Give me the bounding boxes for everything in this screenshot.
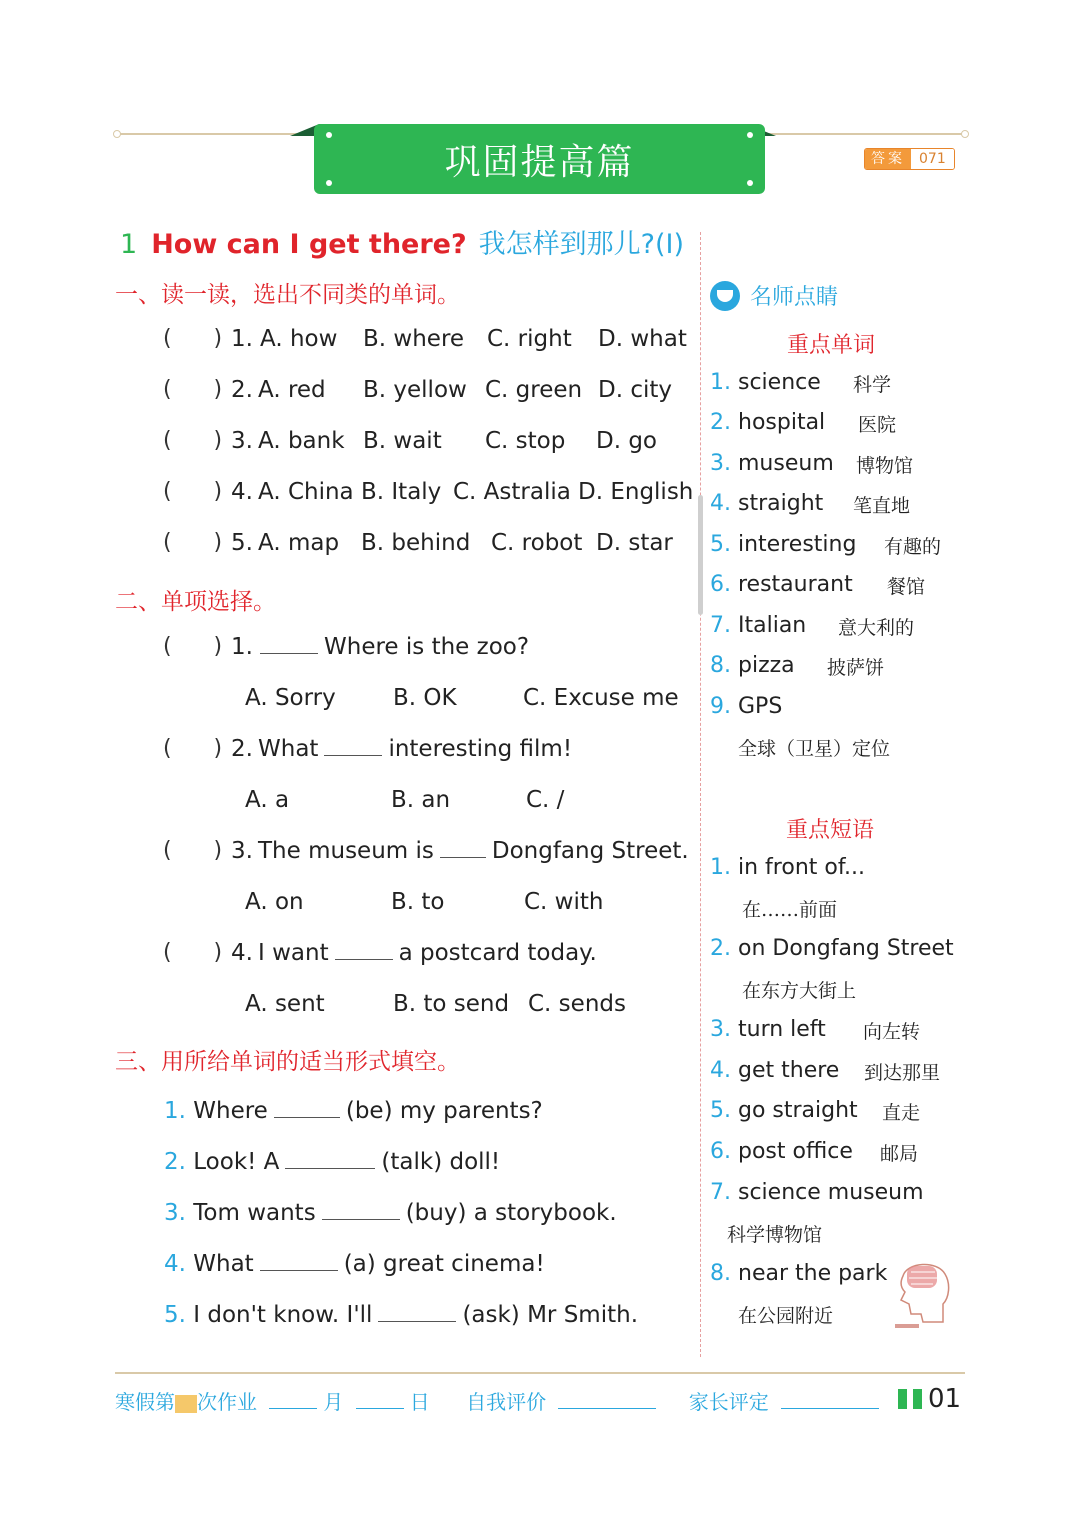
- option-c: C. stop: [485, 428, 566, 454]
- option-b: B. yellow: [363, 377, 467, 403]
- section1-heading: 一、读一读，选出不同类的单词。: [115, 282, 460, 308]
- top-rule-right-dot: [961, 130, 969, 138]
- key-phrases-heading: 重点短语: [786, 818, 875, 843]
- list-item: 8. near the park: [710, 1261, 888, 1286]
- option-d: D. what: [598, 326, 687, 352]
- question-number: 5.: [231, 530, 253, 556]
- page-number-text: 01: [928, 1384, 962, 1414]
- fill-blank[interactable]: [378, 1320, 456, 1322]
- footer-rule: [115, 1372, 965, 1374]
- self-eval-label: 自我评价: [466, 1390, 547, 1414]
- answer-page: 071: [911, 149, 954, 169]
- unit-title-cn: 我怎样到那儿?(Ⅰ): [478, 229, 685, 260]
- question-number: 1.: [231, 634, 253, 660]
- answer-paren[interactable]: ( ): [163, 377, 223, 402]
- option-a: A. bank: [258, 428, 345, 454]
- list-item: 1. in front of...: [710, 855, 865, 880]
- page-marker: [913, 1389, 922, 1409]
- option-b: B. OK: [393, 685, 457, 711]
- question-number: 3.: [231, 838, 253, 864]
- option-a: A. Sorry: [245, 685, 336, 711]
- banner-dot: [326, 180, 332, 186]
- fill-blank[interactable]: [322, 1218, 400, 1220]
- option-a: A. red: [258, 377, 326, 403]
- column-divider: [700, 232, 701, 1357]
- option-a: A. map: [258, 530, 340, 556]
- fill-blank[interactable]: [260, 652, 318, 654]
- word-translation: 博物馆: [856, 455, 914, 477]
- phrase-translation: 科学博物馆: [727, 1224, 823, 1246]
- banner-dot: [326, 132, 332, 138]
- option-c: C. with: [524, 889, 604, 915]
- list-item: 5. go straight: [710, 1098, 858, 1123]
- option-c: C. Excuse me: [523, 685, 679, 711]
- list-item: 8. pizza: [710, 653, 795, 678]
- phrase-translation: 到达那里: [864, 1062, 941, 1084]
- banner-dot: [747, 180, 753, 186]
- fill-blank[interactable]: [285, 1167, 375, 1169]
- option-b: B. Italy: [361, 479, 442, 505]
- footer: [115, 1386, 885, 1415]
- option-b: B. where: [363, 326, 465, 352]
- question-number: 4.: [231, 479, 253, 505]
- option-c: C. sends: [528, 991, 626, 1017]
- list-item: 1. Where (be) my parents?: [164, 1098, 543, 1124]
- answer-paren[interactable]: ( ): [163, 479, 223, 504]
- list-item: 7. Italian: [710, 613, 807, 638]
- scroll-handle: [698, 495, 703, 615]
- list-item: 3. Tom wants (buy) a storybook.: [164, 1200, 617, 1226]
- answer-label: 答案: [865, 149, 911, 169]
- banner-title: 巩固提高篇: [444, 141, 635, 183]
- banner-dot: [747, 132, 753, 138]
- question-number: 4.: [231, 940, 253, 966]
- option-b: B. behind: [361, 530, 471, 556]
- option-d: D. star: [596, 530, 673, 556]
- option-b: B. an: [391, 787, 451, 813]
- phrase-translation: 在公园附近: [738, 1305, 834, 1327]
- option-c: C. robot: [491, 530, 583, 556]
- phrase-translation: 在……前面: [742, 899, 838, 921]
- option-b: B. to: [391, 889, 445, 915]
- question-text: What interesting film!: [258, 736, 573, 762]
- option-d: D. English: [578, 479, 694, 505]
- answer-paren[interactable]: ( ): [163, 530, 223, 555]
- answer-badge[interactable]: [864, 148, 955, 170]
- question-number: 2.: [231, 377, 253, 403]
- phrase-translation: 邮局: [880, 1143, 919, 1165]
- list-item: 5. I don't know. I'll (ask) Mr Smith.: [164, 1302, 639, 1328]
- sidebar-title-text: 名师点睛: [750, 285, 839, 310]
- unit-number: 1: [120, 229, 138, 260]
- teacher-tip-icon: [710, 281, 740, 311]
- fill-blank[interactable]: [274, 1116, 340, 1118]
- option-d: D. city: [598, 377, 672, 403]
- question-number: 2.: [231, 736, 253, 762]
- list-item: 5. interesting: [710, 532, 857, 557]
- question-text: I want a postcard today.: [258, 940, 597, 966]
- word-translation: 披萨饼: [827, 657, 885, 679]
- word-translation: 科学: [853, 374, 892, 396]
- sidebar-title: [710, 280, 838, 311]
- option-a: A. a: [245, 787, 290, 813]
- question-number: 3.: [231, 428, 253, 454]
- word-translation: 餐馆: [887, 576, 926, 598]
- list-item: 6. restaurant: [710, 572, 853, 597]
- answer-paren[interactable]: ( ): [163, 326, 223, 351]
- list-item: 7. science museum: [710, 1180, 924, 1205]
- option-b: B. to send: [393, 991, 510, 1017]
- unit-title: [120, 222, 684, 261]
- fill-blank[interactable]: [260, 1269, 338, 1271]
- word-translation: 笔直地: [853, 495, 911, 517]
- option-a: A. on: [245, 889, 304, 915]
- month-blank[interactable]: [269, 1407, 317, 1409]
- option-c: C. green: [485, 377, 583, 403]
- list-item: 4. straight: [710, 491, 824, 516]
- list-item: 3. turn left: [710, 1017, 826, 1042]
- option-a: A. how: [260, 326, 338, 352]
- answer-paren[interactable]: ( ): [163, 634, 223, 659]
- word-translation: 全球（卫星）定位: [738, 738, 891, 760]
- question-text: The museum is Dongfang Street.: [258, 838, 689, 864]
- homework-number-box[interactable]: [175, 1395, 197, 1413]
- phrase-translation: 直走: [882, 1102, 921, 1124]
- self-eval-blank[interactable]: [558, 1407, 656, 1409]
- page-marker: [898, 1389, 907, 1409]
- list-item: 2. hospital: [710, 410, 826, 435]
- list-item: 4. get there: [710, 1058, 840, 1083]
- option-c: C. /: [526, 787, 565, 813]
- option-a: A. sent: [245, 991, 325, 1017]
- page-number: [898, 1384, 961, 1414]
- answer-paren[interactable]: ( ): [163, 940, 223, 965]
- month-label: 月: [323, 1390, 344, 1414]
- question-text: Where is the zoo?: [254, 634, 529, 660]
- list-item: 4. What (a) great cinema!: [164, 1251, 545, 1277]
- banner: [314, 124, 765, 194]
- day-label: 日: [409, 1390, 430, 1414]
- option-c: C. right: [487, 326, 572, 352]
- fill-blank[interactable]: [324, 754, 382, 756]
- option-a: A. China: [258, 479, 354, 505]
- word-translation: 医院: [858, 414, 897, 436]
- key-words-heading: 重点单词: [787, 333, 876, 358]
- question-number: 1.: [231, 326, 253, 352]
- option-d: D. go: [596, 428, 658, 454]
- phrase-translation: 向左转: [863, 1021, 921, 1043]
- list-item: 6. post office: [710, 1139, 853, 1164]
- fill-blank[interactable]: [440, 856, 486, 858]
- homework-pre: 寒假第: [115, 1390, 175, 1414]
- section2-heading: 二、单项选择。: [115, 589, 276, 615]
- parent-eval-blank[interactable]: [781, 1407, 879, 1409]
- list-item: 2. on Dongfang Street: [710, 936, 954, 961]
- answer-paren[interactable]: ( ): [163, 428, 223, 453]
- thinking-head-icon: [893, 1258, 955, 1332]
- list-item: 3. museum: [710, 451, 834, 476]
- list-item: 9. GPS: [710, 694, 783, 719]
- unit-title-en: How can I get there?: [151, 229, 467, 260]
- section3-heading: 三、用所给单词的适当形式填空。: [115, 1049, 460, 1075]
- parent-eval-label: 家长评定: [688, 1390, 769, 1414]
- day-blank[interactable]: [356, 1407, 404, 1409]
- answer-paren[interactable]: ( ): [163, 736, 223, 761]
- fill-blank[interactable]: [335, 958, 393, 960]
- top-rule-left-dot: [113, 130, 121, 138]
- word-translation: 有趣的: [884, 536, 942, 558]
- phrase-translation: 在东方大街上: [742, 980, 857, 1002]
- option-b: B. wait: [363, 428, 442, 454]
- word-translation: 意大利的: [838, 617, 915, 639]
- option-c: C. Astralia: [453, 479, 571, 505]
- list-item: 1. science: [710, 370, 821, 395]
- list-item: 2. Look! A (talk) doll!: [164, 1149, 501, 1175]
- homework-post: 次作业: [197, 1390, 257, 1414]
- answer-paren[interactable]: ( ): [163, 838, 223, 863]
